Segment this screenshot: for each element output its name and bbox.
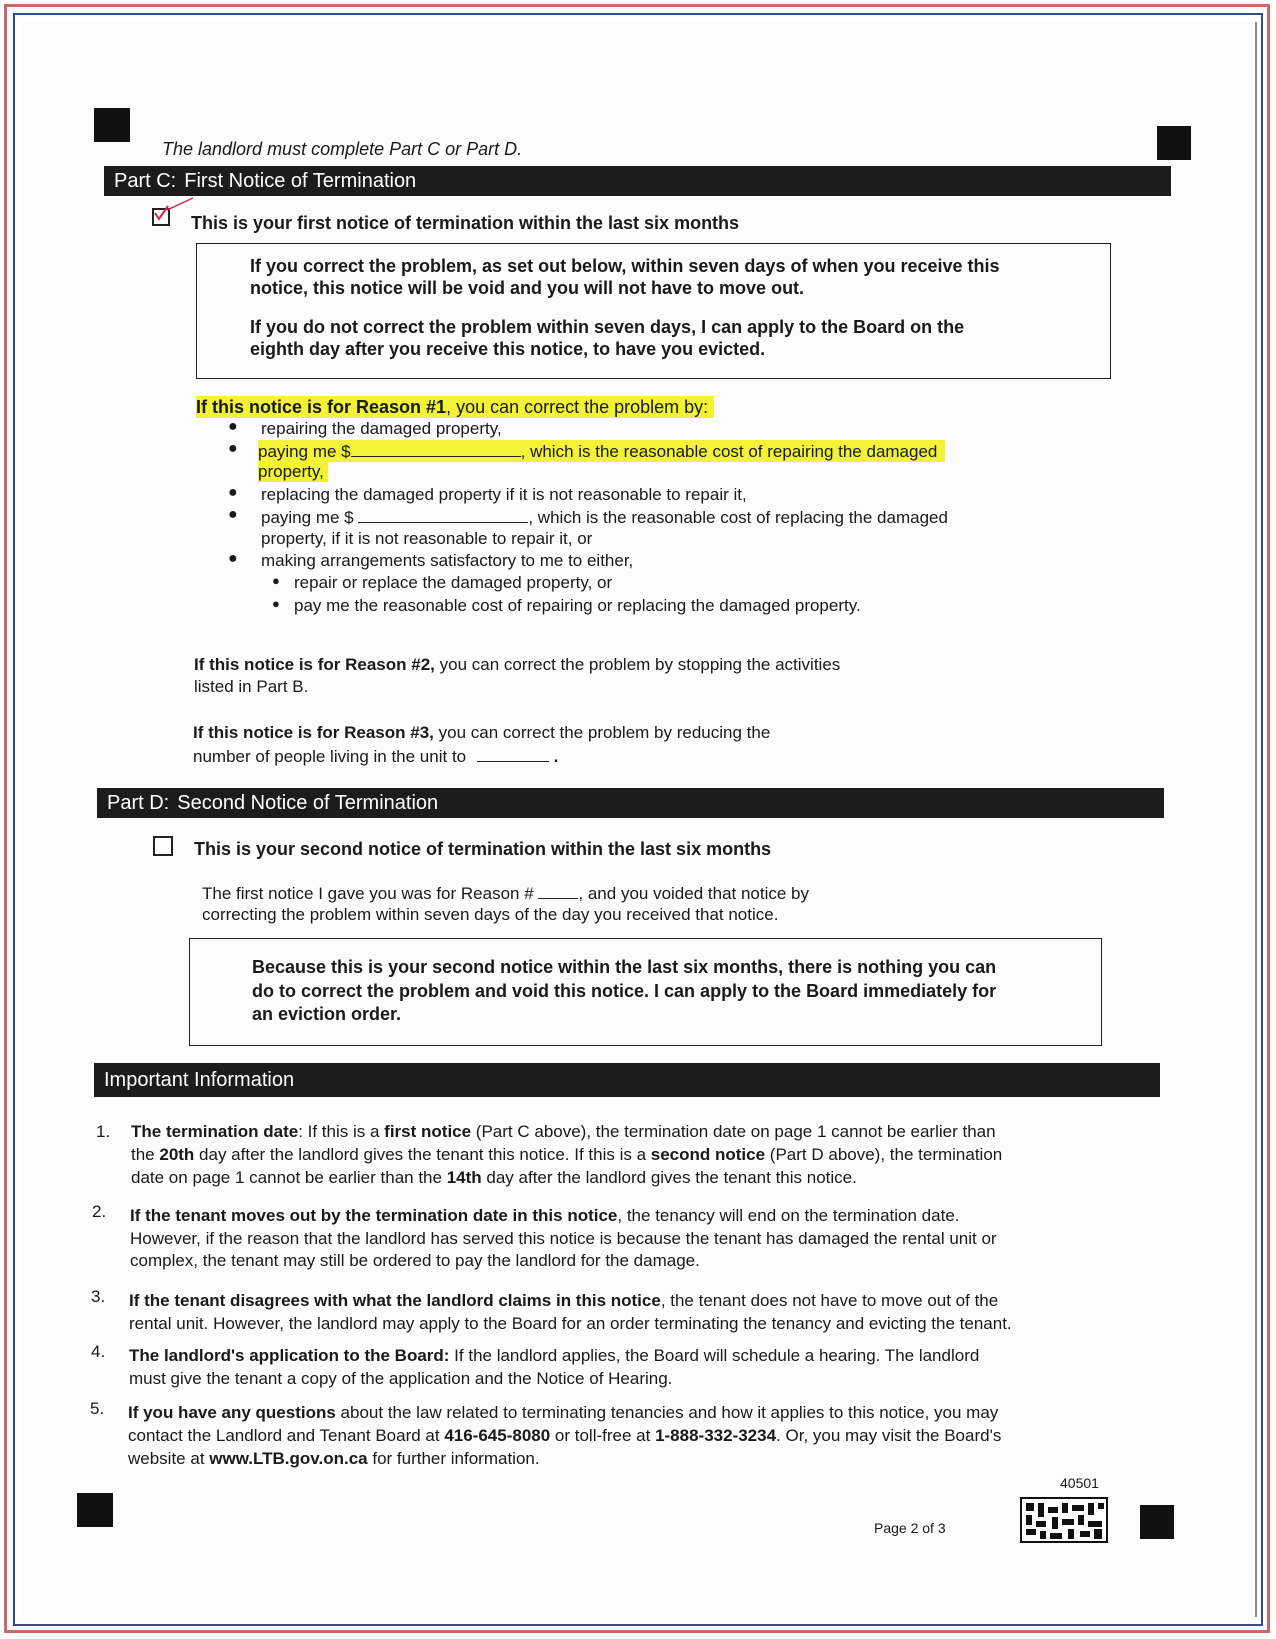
ltb-toll-free: 1-888-332-3234 — [655, 1426, 777, 1445]
option-replace: replacing the damaged property if it is not reasonable to repair it, — [261, 485, 747, 504]
registration-mark-top-left — [94, 108, 130, 142]
part-d-first-notice-line1 — [202, 882, 809, 904]
option-pay-replace — [261, 506, 948, 528]
item-3-line2: rental unit. However, the landlord may apply to the Board for an order terminating the tenancy and evicting the tenant. — [129, 1314, 1012, 1333]
part-c-label: Part C: — [114, 170, 177, 192]
page-number: Page 2 of 3 — [874, 1520, 946, 1536]
item-1-line2 — [131, 1144, 1002, 1165]
item-4-bold: The landlord's application to the Board: — [129, 1346, 450, 1365]
item-2-line2: However, if the reason that the landlord has served this notice is because the tenant has damaged the rental unit or — [130, 1229, 997, 1248]
reason-3-bold: If this notice is for Reason #3, — [193, 723, 434, 742]
option-arrangements: making arrangements satisfactory to me to either, — [261, 551, 634, 570]
item-1-l3-c: day after the landlord gives the tenant this notice. — [481, 1168, 857, 1187]
part-c-box-p2-line2: eighth day after you receive this notice, to have you evicted. — [250, 339, 766, 359]
part-d-first-notice-a: The first notice I gave you was for Reason # — [202, 884, 534, 903]
item-2-rest: , the tenancy will end on the termination date. — [617, 1206, 960, 1225]
option-pay-replace-b: , which is the reasonable cost of replacing the damaged — [528, 508, 948, 527]
bullet-icon: ● — [228, 550, 238, 567]
bullet-icon: ● — [228, 484, 238, 501]
reason-2-bold: If this notice is for Reason #2, — [194, 655, 435, 674]
sub-bullet-icon: ● — [272, 596, 280, 611]
part-d-title: Second Notice of Termination — [177, 792, 439, 814]
item-5-line3 — [128, 1448, 540, 1469]
item-2-number: 2. — [92, 1202, 107, 1221]
repair-amount-blank[interactable] — [351, 440, 521, 457]
page-edge — [1255, 22, 1257, 1617]
item-3-number: 3. — [91, 1287, 106, 1306]
part-c-header — [104, 166, 1171, 196]
item-2-line1 — [130, 1205, 960, 1226]
item-1-number: 1. — [96, 1122, 111, 1141]
reason-3-rest: you can correct the problem by reducing the — [433, 723, 771, 742]
item-5-l2-c: or toll-free at — [550, 1426, 656, 1445]
reason-2-line2: listed in Part B. — [194, 677, 309, 696]
part-d-label: Part D: — [107, 792, 170, 814]
option-pay-replace-line2: property, if it is not reasonable to repair it, or — [261, 529, 593, 548]
item-3-line1 — [129, 1290, 998, 1311]
part-d-box-line1: Because this is your second notice within the last six months, there is nothing you can — [252, 957, 997, 977]
option-repair: repairing the damaged property, — [261, 419, 502, 438]
bullet-icon: ● — [228, 418, 238, 435]
option-pay-repair-a: paying me $ — [258, 442, 351, 461]
option-pay-repair-b: , which is the reasonable cost of repairing the damaged — [520, 442, 938, 461]
intro-text: The landlord must complete Part C or Part D. — [162, 139, 523, 159]
item-4-line1 — [129, 1345, 979, 1366]
item-1-bold: The termination date — [131, 1122, 299, 1141]
reason-3-line2-text: number of people living in the unit to — [193, 747, 467, 766]
item-1-l3-a: date on page 1 cannot be earlier than the — [131, 1168, 447, 1187]
reason-1-bold: If this notice is for Reason #1 — [196, 397, 447, 417]
item-4-number: 4. — [91, 1342, 106, 1361]
part-d-box-line3: an eviction order. — [252, 1004, 402, 1024]
item-1-text-a: : If this is a — [298, 1122, 385, 1141]
item-5-line1 — [128, 1402, 998, 1423]
registration-mark-bottom-right — [1140, 1505, 1174, 1539]
item-2-bold: If the tenant moves out by the termination date in this notice — [130, 1206, 618, 1225]
item-4-rest: If the landlord applies, the Board will schedule a hearing. The landlord — [449, 1346, 980, 1365]
item-5-l3-c: for further information. — [367, 1449, 540, 1468]
item-1-14th: 14th — [446, 1168, 482, 1187]
item-1-text-c: (Part C above), the termination date on page 1 cannot be earlier than — [471, 1122, 996, 1141]
sub-option-pay-cost: pay me the reasonable cost of repairing or replacing the damaged property. — [294, 596, 861, 615]
item-1-20th: 20th — [159, 1145, 195, 1164]
pen-stroke-icon — [165, 197, 195, 211]
part-c-box-p1-line1: If you correct the problem, as set out below, within seven days of when you receive this — [250, 256, 1000, 276]
reason-3-line1 — [193, 722, 770, 743]
reason-1-intro — [196, 396, 714, 418]
form-number: 40501 — [1060, 1475, 1099, 1491]
part-d-first-notice-b: , and you voided that notice by — [578, 884, 810, 903]
part-d-checkbox-label: This is your second notice of termination within the last six months — [194, 839, 772, 859]
reason-1-rest: , you can correct the problem by: — [446, 397, 709, 417]
item-5-bold: If you have any questions — [128, 1403, 336, 1422]
part-d-first-notice-line2: correcting the problem within seven days of the day you received that notice. — [202, 905, 779, 924]
barcode-icon — [1020, 1497, 1108, 1543]
item-2-line3: complex, the tenant may still be ordered to pay the landlord for the damage. — [130, 1251, 700, 1270]
option-pay-replace-a: paying me $ — [261, 508, 354, 527]
occupant-count-blank[interactable] — [477, 745, 549, 762]
reason-2-line1 — [194, 654, 840, 675]
item-5-l2-e: . Or, you may visit the Board's — [776, 1426, 1002, 1445]
item-5-l2-a: contact the Landlord and Tenant Board at — [128, 1426, 445, 1445]
item-4-line2: must give the tenant a copy of the application and the Notice of Hearing. — [129, 1369, 673, 1388]
bullet-icon: ● — [228, 440, 238, 457]
registration-mark-bottom-left — [77, 1493, 113, 1527]
item-5-rest: about the law related to terminating tenancies and how it applies to this notice, you may — [335, 1403, 999, 1422]
reason-3-end: . — [553, 747, 559, 766]
part-c-checkbox-label: This is your first notice of termination within the last six months — [191, 213, 740, 233]
sub-bullet-icon: ● — [272, 573, 280, 588]
important-info-title: Important Information — [104, 1069, 295, 1091]
item-5-number: 5. — [90, 1399, 105, 1418]
item-1-second-notice: second notice — [650, 1145, 766, 1164]
reason-3-line2 — [193, 745, 558, 767]
item-3-bold: If the tenant disagrees with what the landlord claims in this notice — [129, 1291, 661, 1310]
item-1-line1 — [131, 1121, 996, 1142]
ltb-website-link[interactable]: www.LTB.gov.on.ca — [209, 1449, 368, 1468]
part-d-checkbox[interactable] — [153, 836, 173, 856]
item-1-first-notice: first notice — [384, 1122, 472, 1141]
important-info-header — [94, 1063, 1160, 1097]
item-5-line2 — [128, 1425, 1001, 1446]
reason-number-blank[interactable] — [538, 882, 578, 899]
part-d-header — [97, 788, 1164, 818]
part-d-box-line2: do to correct the problem and void this notice. I can apply to the Board immediately for — [252, 981, 997, 1001]
item-5-l3-a: website at — [128, 1449, 210, 1468]
bullet-icon: ● — [228, 506, 238, 523]
reason-2-rest: you can correct the problem by stopping the activities — [434, 655, 841, 674]
registration-mark-top-right — [1157, 126, 1191, 160]
ltb-phone: 416-645-8080 — [444, 1426, 551, 1445]
option-pay-repair-line2: property, — [258, 461, 328, 482]
item-1-l2-c: day after the landlord gives the tenant this notice. If this is a — [194, 1145, 651, 1164]
item-1-l2-a: the — [131, 1145, 160, 1164]
item-1-l2-e: (Part D above), the termination — [765, 1145, 1003, 1164]
replace-amount-blank[interactable] — [358, 506, 528, 523]
sub-option-repair-replace: repair or replace the damaged property, or — [294, 573, 613, 592]
item-3-rest: , the tenant does not have to move out of the — [660, 1291, 999, 1310]
option-pay-repair — [258, 440, 945, 462]
item-1-line3 — [131, 1167, 857, 1188]
part-c-title: First Notice of Termination — [184, 170, 417, 192]
part-c-box-p1-line2: notice, this notice will be void and you will not have to move out. — [250, 278, 805, 298]
part-c-box-p2-line1: If you do not correct the problem within seven days, I can apply to the Board on the — [250, 317, 965, 337]
